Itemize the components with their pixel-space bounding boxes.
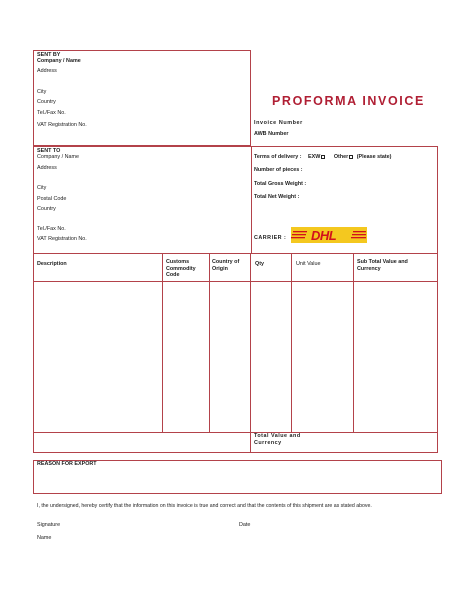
col-line-1 — [162, 253, 163, 433]
sent-to-company-label: Company / Name — [37, 154, 79, 160]
sent-to-vat-label: VAT Registration No. — [37, 236, 87, 242]
sent-by-city-label: City — [37, 89, 47, 95]
col-line-3 — [250, 253, 251, 453]
sent-to-divider — [251, 146, 252, 253]
sent-to-postal-label: Postal Code — [37, 196, 67, 202]
awb-number-label: AWB Number — [254, 131, 289, 137]
header-subtotal-1: Sub Total Value and — [357, 259, 408, 265]
reason-heading: REASON FOR EXPORT — [37, 461, 97, 467]
col-line-5 — [353, 253, 354, 433]
gross-weight-label: Total Gross Weight : — [254, 181, 307, 187]
please-state-label: (Please state) — [356, 154, 392, 160]
header-qty: Qty — [255, 261, 264, 267]
net-weight-label: Total Net Weight : — [254, 194, 300, 200]
other-label: Other — [333, 154, 349, 160]
carrier-label: CARRIER : — [254, 235, 287, 241]
header-origin-1: Country of — [212, 259, 240, 265]
page-title: PROFORMA INVOICE — [272, 94, 425, 108]
header-description: Description — [37, 261, 67, 267]
pieces-label: Number of pieces : — [254, 167, 303, 173]
sent-by-vat-label: VAT Registration No. — [37, 122, 87, 128]
other-checkbox[interactable] — [349, 155, 353, 159]
sent-by-telfax-label: Tel./Fax No. — [37, 110, 66, 116]
table-top-line — [33, 253, 438, 254]
header-customs-1: Customs — [166, 259, 190, 265]
table-header-line — [33, 281, 438, 282]
sent-by-country-label: Country — [37, 99, 56, 105]
certify-statement: I, the undersigned, hereby certify that the information on this invoice is true and correct and that the contents of this shipment are as stated above. — [37, 503, 372, 509]
sent-to-heading: SENT TO — [37, 148, 61, 154]
header-subtotal-2: Currency — [357, 266, 381, 272]
signature-label: Signature — [37, 522, 61, 528]
sent-to-country-label: Country — [37, 206, 56, 212]
terms-label: Terms of delivery : — [254, 154, 302, 160]
sent-by-address-label: Address — [37, 68, 57, 74]
dhl-wordmark: DHL — [311, 228, 337, 243]
exw-label: EXW — [308, 154, 321, 160]
sent-to-address-label: Address — [37, 165, 57, 171]
sent-by-heading: SENT BY — [37, 52, 61, 58]
header-customs-2: Commodity — [166, 266, 196, 272]
dhl-logo — [291, 227, 367, 243]
sent-to-telfax-label: Tel./Fax No. — [37, 226, 66, 232]
total-value-label-2: Currency — [254, 440, 282, 446]
col-line-4 — [291, 253, 292, 433]
total-row-line — [33, 432, 438, 433]
header-origin-2: Origin — [212, 266, 228, 272]
invoice-number-label: Invoice Number — [254, 120, 303, 126]
total-value-label-1: Total Value and — [254, 433, 301, 439]
sent-by-company-label: Company / Name — [37, 58, 81, 64]
exw-checkbox[interactable] — [321, 155, 325, 159]
header-unit-value: Unit Value — [296, 261, 321, 267]
terms-row — [254, 154, 391, 160]
header-customs-3: Code — [166, 272, 180, 278]
sent-to-city-label: City — [37, 185, 47, 191]
main-frame — [33, 146, 438, 453]
date-label: Date — [239, 522, 251, 528]
name-label: Name — [37, 535, 52, 541]
col-line-2 — [209, 253, 210, 433]
